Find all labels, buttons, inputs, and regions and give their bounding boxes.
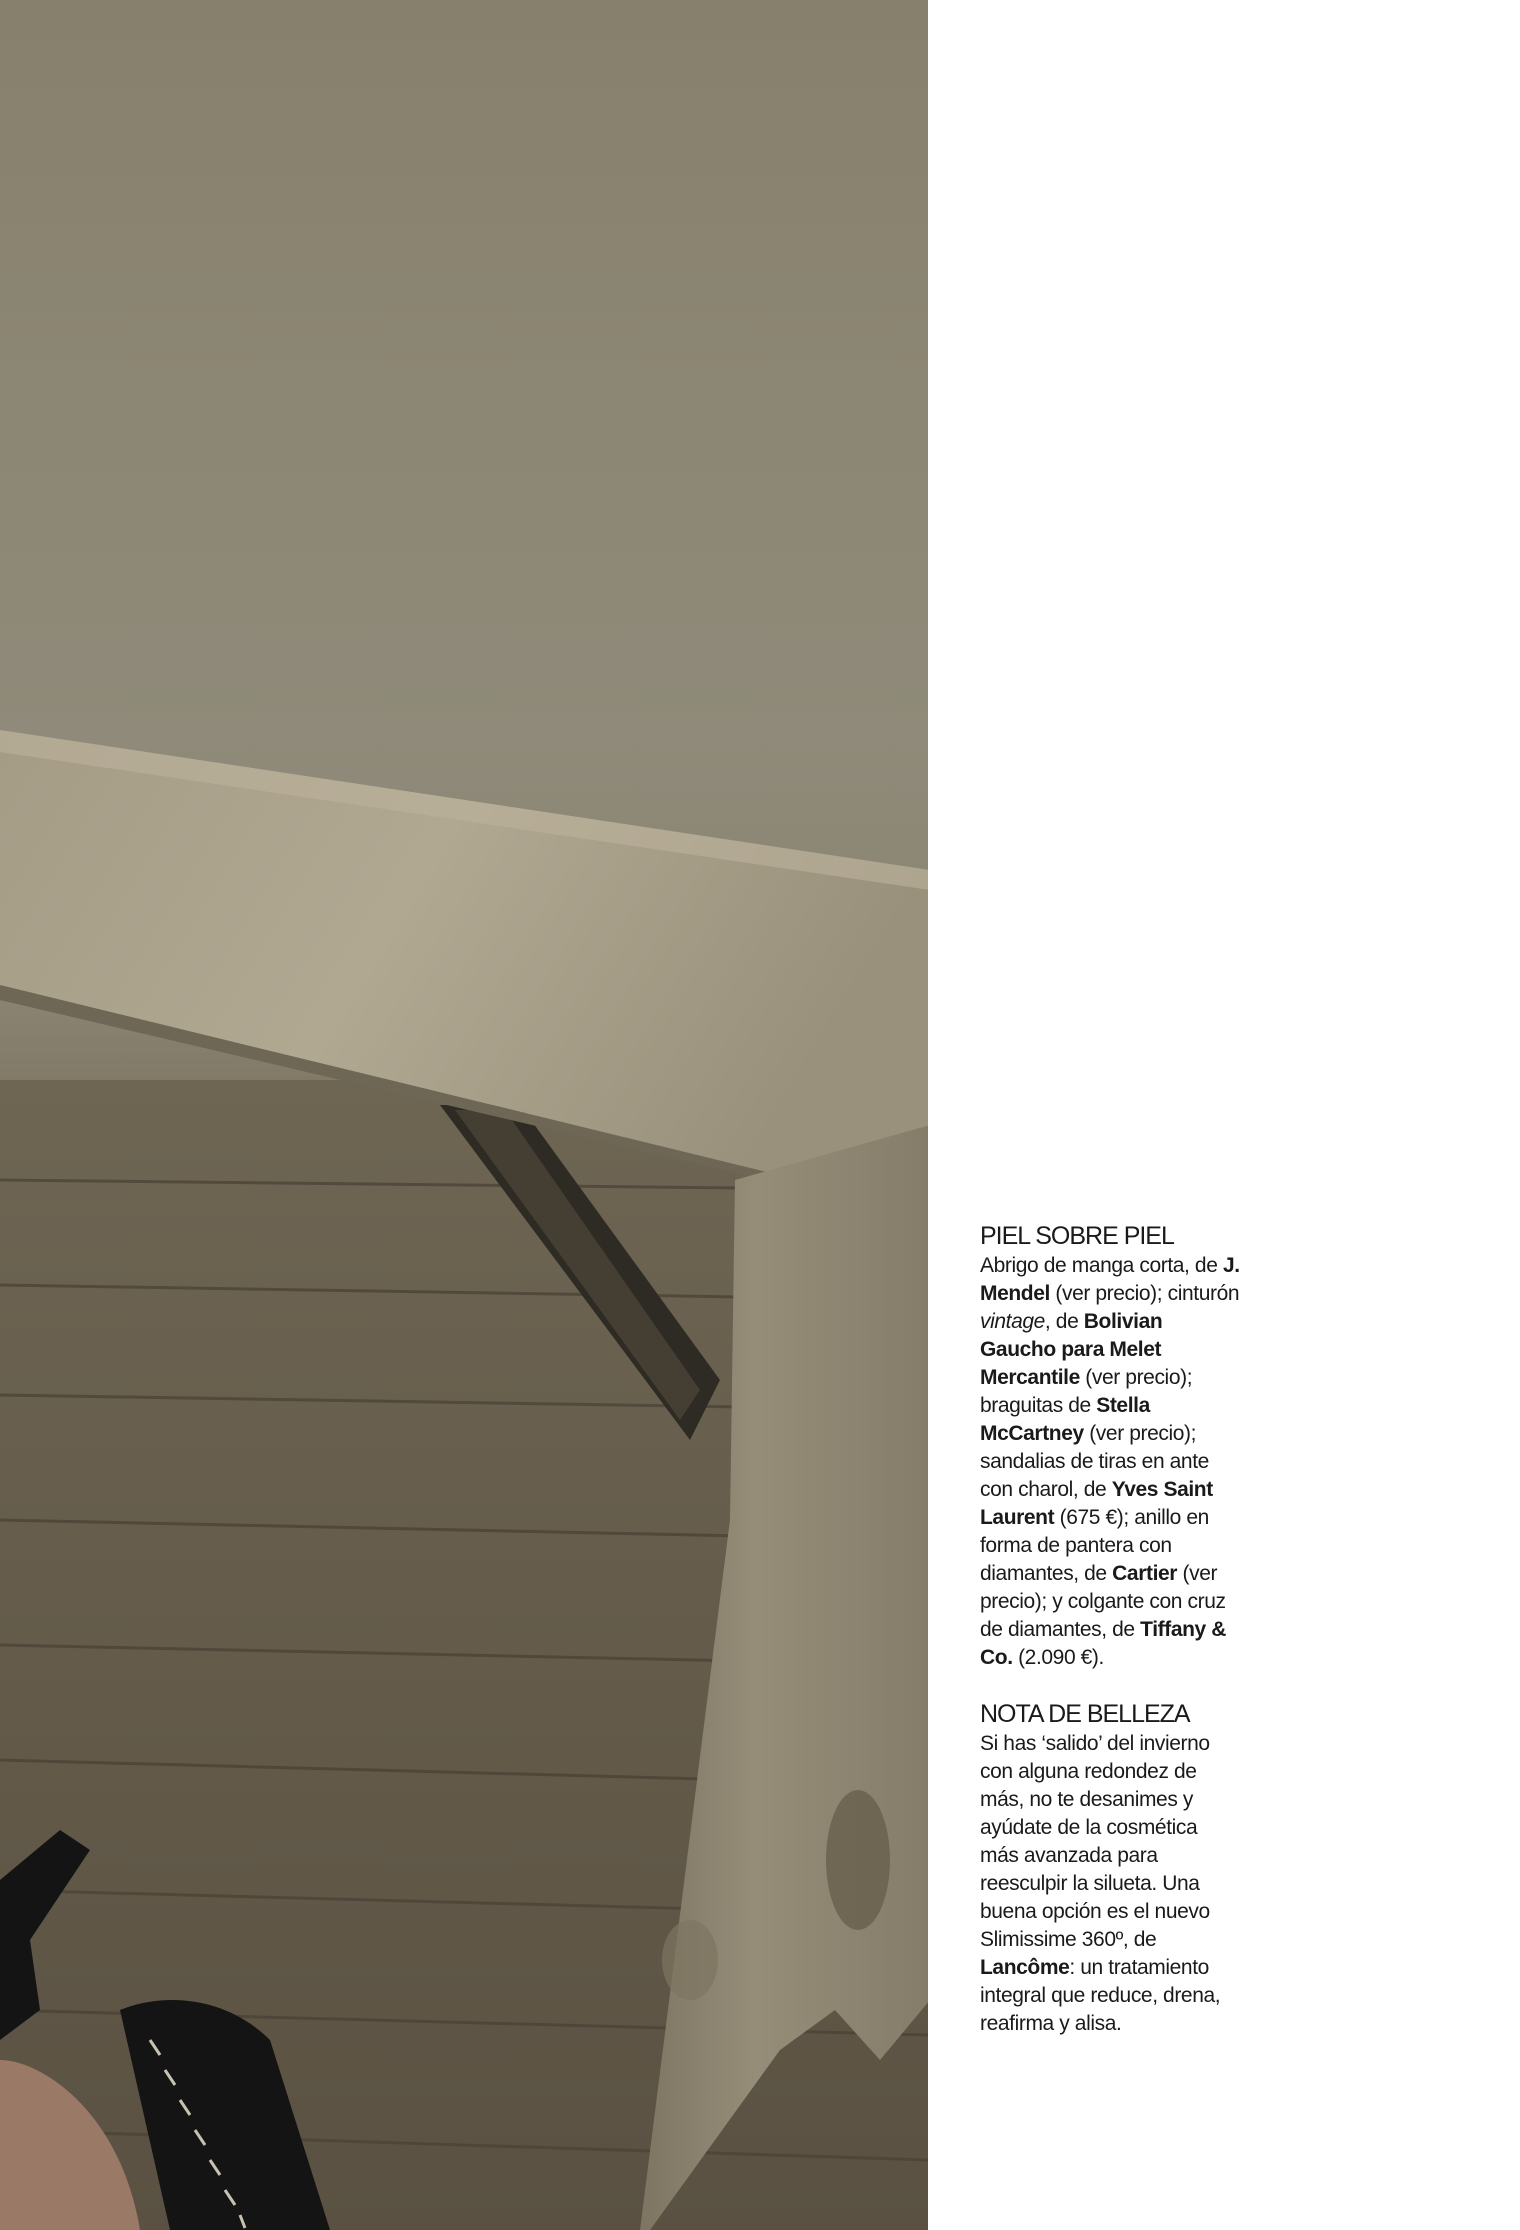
caption-text: (ver precio); y colgante con cruz de diamantes, de bbox=[980, 1562, 1226, 1641]
caption-text: Si has ‘salido’ del invierno con alguna redondez de más, no te desanimes y ayúdate de la cosmética más avanzada para reesculpir la silueta. Una buena opción es el nuevo Slimissime 360º, de bbox=[980, 1732, 1210, 1951]
section-heading-nota-de-belleza: NOTA DE BELLEZA bbox=[980, 1700, 1190, 1728]
brand-name: Lancôme bbox=[980, 1956, 1070, 1979]
caption-column bbox=[980, 1222, 1240, 2038]
brand-name: Tiffany & Co. bbox=[980, 1618, 1227, 1669]
caption-text: (675 €); anillo en forma de pantera con diamantes, de bbox=[980, 1506, 1209, 1585]
leg-knot bbox=[662, 1920, 718, 2000]
brand-name: Yves Saint Laurent bbox=[980, 1478, 1213, 1529]
brand-name: Bolivian Gaucho para Melet Mercantile bbox=[980, 1310, 1163, 1389]
brand-name: J. Mendel bbox=[980, 1254, 1240, 1305]
brand-name: Stella McCartney bbox=[980, 1394, 1150, 1445]
caption-text: (ver precio); braguitas de bbox=[980, 1366, 1193, 1417]
caption-text: , de bbox=[1044, 1310, 1084, 1333]
leg-cutout bbox=[826, 1790, 890, 1930]
caption-text: (2.090 €). bbox=[1012, 1646, 1104, 1669]
credits-paragraph bbox=[980, 1252, 1240, 1672]
caption-text: vintage bbox=[980, 1310, 1045, 1333]
caption-text: (ver precio); cinturón bbox=[1049, 1282, 1240, 1305]
section-heading-piel-sobre-piel: PIEL SOBRE PIEL bbox=[980, 1222, 1174, 1250]
caption-text: : un tratamiento integral que reduce, drena, reafirma y alisa. bbox=[980, 1956, 1221, 2035]
caption-text: (ver precio); sandalias de tiras en ante con charol, de bbox=[980, 1422, 1209, 1501]
beauty-note-paragraph bbox=[980, 1730, 1240, 2038]
brand-name: Cartier bbox=[1112, 1562, 1178, 1585]
caption-text: Abrigo de manga corta, de bbox=[980, 1254, 1223, 1277]
